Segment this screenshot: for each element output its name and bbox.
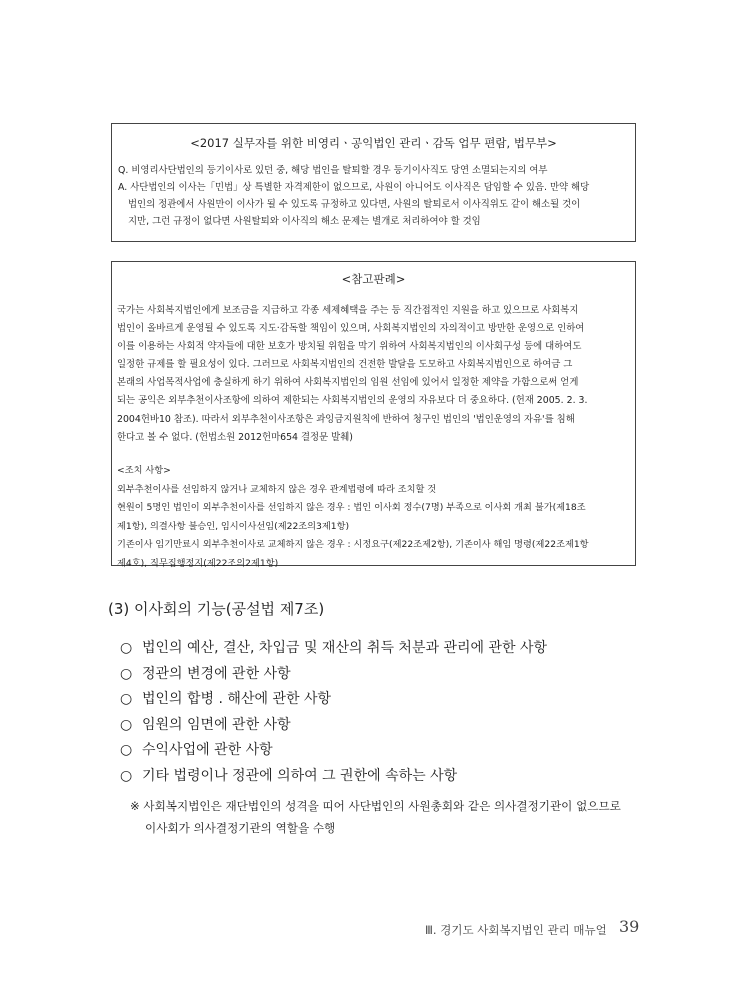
list-item-text: 법인의 합병 . 해산에 관한 사항 [142, 691, 331, 708]
list-item-text: 정관의 변경에 관한 사항 [142, 665, 291, 682]
reference-box-precedent [111, 261, 636, 569]
paragraph-line: 이를 이용하는 사회적 약자들에 대한 보호가 방치될 위험을 막기 위하여 사회복지법인의 이사회구성 등에 대하여도 [117, 341, 582, 353]
section-heading: (3) 이사회의 기능(공설법 제7조) [108, 600, 325, 618]
list-item [120, 765, 547, 791]
paragraph-line: 일정한 규제를 할 필요성이 있다. 그러므로 사회복지법인의 건전한 발달을 도모하고 사회복지법인으로 하여금 그 [117, 359, 573, 371]
list-item [120, 714, 547, 740]
list-item [120, 637, 547, 663]
note [130, 795, 621, 839]
box-qa-title: <2017 실무자를 위한 비영리ㆍ공익법인 관리ㆍ감독 업무 편람, 법무부> [190, 136, 557, 150]
measures-heading: <조치 사항> [117, 465, 171, 476]
precedent-paragraph [117, 302, 630, 447]
list-item [120, 663, 547, 689]
qa-answer-line-2: 법인의 정관에서 사원만이 이사가 될 수 있도록 규정하고 있다면, 사원의 탈퇴로서 이사직위도 같이 해소될 것이 [128, 199, 581, 210]
list-item-text: 수익사업에 관한 사항 [142, 742, 273, 759]
circle-bullet-icon: ○ [120, 640, 133, 656]
footer-chapter-title: Ⅲ. 경기도 사회복지법인 관리 매뉴얼 [425, 923, 607, 937]
list-item-text: 임원의 임면에 관한 사항 [142, 716, 291, 733]
function-list [120, 637, 547, 791]
reference-box-qa [111, 123, 636, 242]
list-item-text: 법인의 예산, 결산, 차입금 및 재산의 취득 처분과 관리에 관한 사항 [142, 640, 548, 656]
paragraph-line: 본래의 사업목적사업에 충실하게 하기 위하여 사회복지법인의 임원 선임에 있어서 일정한 제약을 가함으로써 얻게 [117, 377, 579, 389]
circle-bullet-icon: ○ [120, 665, 133, 682]
measures-line: 외부추천이사를 선임하지 않거나 교체하지 않은 경우 관계법령에 따라 조치할 것 [117, 483, 437, 495]
circle-bullet-icon: ○ [120, 742, 133, 759]
page-number: 39 [619, 917, 640, 936]
measures-line: 제4호), 직무집행정지(제22조의2제1항) [117, 557, 279, 569]
note-line: 이사회가 의사결정기관의 역할을 수행 [145, 821, 336, 835]
qa-answer-line-3: 지만, 그런 규정이 없다면 사원탈퇴와 이사직의 해소 문제는 별개로 처리하여야 할 것임 [128, 216, 481, 227]
circle-bullet-icon: ○ [120, 767, 133, 784]
qa-answer-line-1: A. 사단법인의 이사는「민법」상 특별한 자격제한이 없으므로, 사원이 아니어도 이사직은 담임할 수 있음. 만약 해당 [118, 182, 590, 193]
paragraph-line: 되는 공익은 외부추천이사조항에 의하여 제한되는 사회복지법인의 운영의 자유보다 더 중요하다. (헌재 2005. 2. 3. [117, 395, 588, 407]
paragraph-line: 국가는 사회복지법인에게 보조금을 지급하고 각종 세제혜택을 주는 등 직간접적인 지원을 하고 있으므로 사회복지 [117, 305, 579, 316]
circle-bullet-icon: ○ [120, 691, 133, 708]
paragraph-line: 한다고 볼 수 없다. (헌법소원 2012헌마654 결정문 발췌) [117, 431, 353, 443]
qa-question: Q. 비영리사단법인의 등기이사로 있던 중, 해당 법인을 탈퇴할 경우 등기이사직도 당연 소멸되는지의 여부 [118, 165, 548, 176]
qa-content [118, 162, 629, 230]
circle-bullet-icon: ○ [120, 716, 133, 733]
list-item-text: 기타 법령이나 정관에 의하여 그 권한에 속하는 사항 [142, 767, 458, 784]
measures-line: 제1항), 의결사항 불승인, 임시이사선임(제22조의3제1항) [117, 520, 350, 532]
measures-line: 현원이 5명인 법인이 외부추천이사를 선임하지 않은 경우 : 법인 이사회 정수(7명) 부족으로 이사회 개최 불가(제18조 [117, 502, 586, 514]
paragraph-line: 법인이 올바르게 운영될 수 있도록 지도·감독할 책임이 있으며, 사회복지법인의 자의적이고 방만한 운영으로 인하여 [117, 323, 585, 335]
box-precedent-title: <참고판례> [341, 272, 406, 286]
list-item [120, 688, 547, 714]
measures-line: 기존이사 임기만료시 외부추천이사로 교체하지 않은 경우 : 시정요구(제22조제2항), 기존이사 해임 명령(제22조제1항 [117, 539, 589, 551]
paragraph-line: 2004헌바10 참조). 따라서 외부추천이사조항은 과잉금지원칙에 반하여 청구인 법인의 '법인운영의 자유'를 침해 [117, 413, 575, 425]
note-line: ※ 사회복지법인은 재단법인의 성격을 띠어 사단법인의 사원총회와 같은 의사결정기관이 없으므로 [130, 799, 621, 813]
list-item [120, 739, 547, 765]
measures-section [117, 462, 630, 574]
